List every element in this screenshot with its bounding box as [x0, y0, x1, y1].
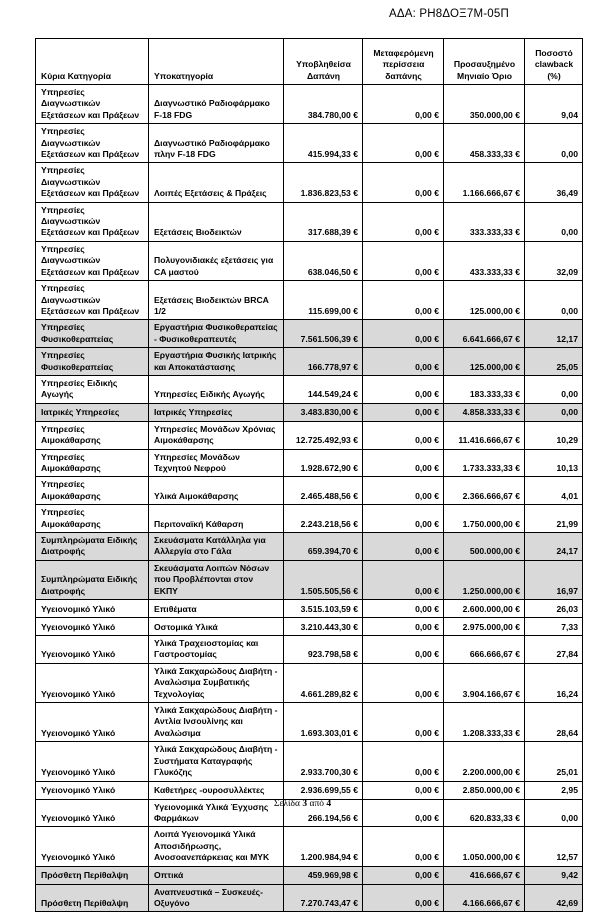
col-header-carried-excess: Μεταφερόμενη περίσσεια δαπάνης — [363, 39, 444, 85]
table-header — [36, 39, 583, 85]
category-cell: Υπηρεσίες Ειδικής Αγωγής — [36, 375, 149, 403]
monthly-limit-cell: 1.250.000,00 € — [444, 560, 525, 599]
table-row — [36, 477, 583, 505]
carried-excess-cell: 0,00 € — [363, 781, 444, 799]
clawback-percent-cell: 25,01 — [525, 742, 583, 781]
monthly-limit-cell: 666.666,67 € — [444, 636, 525, 664]
subcategory-cell: Οστομικά Υλικά — [149, 618, 284, 636]
subcategory-cell: Καθετήρες -ουροσυλλέκτες — [149, 781, 284, 799]
table-row — [36, 827, 583, 866]
col-header-monthly-limit: Προσαυξημένο Μηνιαίο Όριο — [444, 39, 525, 85]
subcategory-cell: Περιτοναϊκή Κάθαρση — [149, 505, 284, 533]
table-row — [36, 241, 583, 280]
submitted-expense-cell: 459.969,98 € — [284, 866, 363, 884]
subcategory-cell: Υπηρεσίες Μονάδων Χρόνιας Αιμοκάθαρσης — [149, 421, 284, 449]
carried-excess-cell: 0,00 € — [363, 320, 444, 348]
submitted-expense-cell: 1.693.303,01 € — [284, 703, 363, 742]
subcategory-cell: Εξετάσεις Βιοδεικτών — [149, 202, 284, 241]
submitted-expense-cell: 166.778,97 € — [284, 348, 363, 376]
table-row — [36, 618, 583, 636]
table-row — [36, 163, 583, 202]
table-row — [36, 505, 583, 533]
monthly-limit-cell: 3.904.166,67 € — [444, 663, 525, 702]
ada-code-label: ΑΔΑ: ΡΗ8ΔΟΞ7Μ-05Π — [389, 8, 509, 20]
clawback-percent-cell: 24,17 — [525, 533, 583, 561]
subcategory-cell: Πολυγονιδιακές εξετάσεις για CA μαστού — [149, 241, 284, 280]
subcategory-cell: Διαγνωστικό Ραδιοφάρμακο F-18 FDG — [149, 85, 284, 124]
category-cell: Συμπληρώματα Ειδικής Διατροφής — [36, 560, 149, 599]
submitted-expense-cell: 659.394,70 € — [284, 533, 363, 561]
subcategory-cell: Εργαστήρια Φυσικής Ιατρικής και Αποκατάστασης — [149, 348, 284, 376]
submitted-expense-cell: 2.465.488,56 € — [284, 477, 363, 505]
monthly-limit-cell: 2.600.000,00 € — [444, 600, 525, 618]
category-cell: Υπηρεσίες Φυσικοθεραπείας — [36, 320, 149, 348]
clawback-percent-cell: 0,00 — [525, 403, 583, 421]
carried-excess-cell: 0,00 € — [363, 533, 444, 561]
table-row — [36, 533, 583, 561]
category-cell: Υγειονομικό Υλικό — [36, 618, 149, 636]
carried-excess-cell: 0,00 € — [363, 742, 444, 781]
carried-excess-cell: 0,00 € — [363, 505, 444, 533]
carried-excess-cell: 0,00 € — [363, 403, 444, 421]
category-cell: Υπηρεσίες Αιμοκάθαρσης — [36, 477, 149, 505]
clawback-percent-cell: 16,24 — [525, 663, 583, 702]
clawback-percent-cell: 36,49 — [525, 163, 583, 202]
carried-excess-cell: 0,00 € — [363, 663, 444, 702]
category-cell: Υγειονομικό Υλικό — [36, 663, 149, 702]
monthly-limit-cell: 1.166.666,67 € — [444, 163, 525, 202]
subcategory-cell: Σκευάσματα Λοιπών Νόσων που Προβλέπονται στον ΕΚΠΥ — [149, 560, 284, 599]
clawback-percent-cell: 27,84 — [525, 636, 583, 664]
table-row — [36, 781, 583, 799]
table-row — [36, 421, 583, 449]
clawback-percent-cell: 0,00 — [525, 281, 583, 320]
submitted-expense-cell: 1.200.984,94 € — [284, 827, 363, 866]
category-cell: Υγειονομικό Υλικό — [36, 703, 149, 742]
category-cell: Υγειονομικό Υλικό — [36, 827, 149, 866]
clawback-percent-cell: 7,33 — [525, 618, 583, 636]
clawback-percent-cell: 12,17 — [525, 320, 583, 348]
subcategory-cell: Υλικά Τραχειοστομίας και Γαστροστομίας — [149, 636, 284, 664]
col-header-subcategory: Υποκατηγορία — [149, 39, 284, 85]
carried-excess-cell: 0,00 € — [363, 163, 444, 202]
table-row — [36, 348, 583, 376]
monthly-limit-cell: 333.333,33 € — [444, 202, 525, 241]
footer-prefix: Σελίδα — [273, 799, 300, 809]
submitted-expense-cell: 1.928.672,90 € — [284, 449, 363, 477]
submitted-expense-cell: 384.780,00 € — [284, 85, 363, 124]
category-cell: Υπηρεσίες Διαγνωστικών Εξετάσεων και Πράξεων — [36, 163, 149, 202]
carried-excess-cell: 0,00 € — [363, 560, 444, 599]
footer-current-page: 3 — [302, 799, 308, 809]
submitted-expense-cell: 266.194,56 € — [284, 799, 363, 827]
subcategory-cell: Αναπνευστικά – Συσκευές- Οξυγόνο — [149, 884, 284, 912]
table-row — [36, 703, 583, 742]
category-cell: Ιατρικές Υπηρεσίες — [36, 403, 149, 421]
table-row — [36, 866, 583, 884]
monthly-limit-cell: 500.000,00 € — [444, 533, 525, 561]
monthly-limit-cell: 1.733.333,33 € — [444, 449, 525, 477]
monthly-limit-cell: 4.166.666,67 € — [444, 884, 525, 912]
clawback-percent-cell: 9,42 — [525, 866, 583, 884]
subcategory-cell: Υπηρεσίες Ειδικής Αγωγής — [149, 375, 284, 403]
header-row — [36, 39, 583, 85]
monthly-limit-cell: 350.000,00 € — [444, 85, 525, 124]
submitted-expense-cell: 638.046,50 € — [284, 241, 363, 280]
subcategory-cell: Λοιπά Υγειονομικά Υλικά Αποσιδήρωσης, Ανοσοανεπάρκειας και ΜΥΚ — [149, 827, 284, 866]
submitted-expense-cell: 7.270.743,47 € — [284, 884, 363, 912]
monthly-limit-cell: 11.416.666,67 € — [444, 421, 525, 449]
submitted-expense-cell: 1.836.823,53 € — [284, 163, 363, 202]
subcategory-cell: Επιθέματα — [149, 600, 284, 618]
submitted-expense-cell: 3.210.443,30 € — [284, 618, 363, 636]
subcategory-cell: Υγειονομικά Υλικά Έγχυσης Φαρμάκων — [149, 799, 284, 827]
carried-excess-cell: 0,00 € — [363, 375, 444, 403]
carried-excess-cell: 0,00 € — [363, 85, 444, 124]
carried-excess-cell: 0,00 € — [363, 618, 444, 636]
category-cell: Υπηρεσίες Διαγνωστικών Εξετάσεων και Πράξεων — [36, 124, 149, 163]
submitted-expense-cell: 4.661.289,82 € — [284, 663, 363, 702]
submitted-expense-cell: 1.505.505,56 € — [284, 560, 363, 599]
table-row — [36, 600, 583, 618]
submitted-expense-cell: 7.561.506,39 € — [284, 320, 363, 348]
col-header-main-category: Κύρια Κατηγορία — [36, 39, 149, 85]
category-cell: Υγειονομικό Υλικό — [36, 742, 149, 781]
category-cell: Πρόσθετη Περίθαλψη — [36, 866, 149, 884]
category-cell: Συμπληρώματα Ειδικής Διατροφής — [36, 533, 149, 561]
category-cell: Υπηρεσίες Αιμοκάθαρσης — [36, 421, 149, 449]
subcategory-cell: Υλικά Σακχαρώδους Διαβήτη - Συστήματα Καταγραφής Γλυκόζης — [149, 742, 284, 781]
monthly-limit-cell: 2.975.000,00 € — [444, 618, 525, 636]
submitted-expense-cell: 2.243.218,56 € — [284, 505, 363, 533]
monthly-limit-cell: 620.833,33 € — [444, 799, 525, 827]
category-cell: Υγειονομικό Υλικό — [36, 781, 149, 799]
category-cell: Υπηρεσίες Διαγνωστικών Εξετάσεων και Πράξεων — [36, 85, 149, 124]
carried-excess-cell: 0,00 € — [363, 827, 444, 866]
submitted-expense-cell: 144.549,24 € — [284, 375, 363, 403]
table-row — [36, 124, 583, 163]
carried-excess-cell: 0,00 € — [363, 703, 444, 742]
carried-excess-cell: 0,00 € — [363, 449, 444, 477]
submitted-expense-cell: 12.725.492,93 € — [284, 421, 363, 449]
clawback-percent-cell: 21,99 — [525, 505, 583, 533]
col-header-submitted-expense: Υποβληθείσα Δαπάνη — [284, 39, 363, 85]
monthly-limit-cell: 4.858.333,33 € — [444, 403, 525, 421]
monthly-limit-cell: 458.333,33 € — [444, 124, 525, 163]
carried-excess-cell: 0,00 € — [363, 866, 444, 884]
carried-excess-cell: 0,00 € — [363, 799, 444, 827]
clawback-percent-cell: 12,57 — [525, 827, 583, 866]
subcategory-cell: Υλικά Σακχαρώδους Διαβήτη - Αντλία Ινσουλίνης και Αναλώσιμα — [149, 703, 284, 742]
clawback-percent-cell: 42,69 — [525, 884, 583, 912]
subcategory-cell: Διαγνωστικό Ραδιοφάρμακο πλην F-18 FDG — [149, 124, 284, 163]
submitted-expense-cell: 3.515.103,59 € — [284, 600, 363, 618]
carried-excess-cell: 0,00 € — [363, 348, 444, 376]
monthly-limit-cell: 2.200.000,00 € — [444, 742, 525, 781]
table-row — [36, 560, 583, 599]
monthly-limit-cell: 1.208.333,33 € — [444, 703, 525, 742]
table-row — [36, 281, 583, 320]
subcategory-cell: Υλικά Αιμοκάθαρσης — [149, 477, 284, 505]
report-table-body — [36, 85, 583, 912]
category-cell: Υπηρεσίες Αιμοκάθαρσης — [36, 505, 149, 533]
subcategory-cell: Εργαστήρια Φυσικοθεραπείας - Φυσικοθεραπευτές — [149, 320, 284, 348]
clawback-percent-cell: 2,95 — [525, 781, 583, 799]
subcategory-cell: Υπηρεσίες Μονάδων Τεχνητού Νεφρού — [149, 449, 284, 477]
carried-excess-cell: 0,00 € — [363, 124, 444, 163]
monthly-limit-cell: 2.850.000,00 € — [444, 781, 525, 799]
footer-separator: από — [309, 799, 325, 809]
table-row — [36, 320, 583, 348]
carried-excess-cell: 0,00 € — [363, 202, 444, 241]
monthly-limit-cell: 1.750.000,00 € — [444, 505, 525, 533]
category-cell: Υπηρεσίες Διαγνωστικών Εξετάσεων και Πράξεων — [36, 241, 149, 280]
category-cell: Υγειονομικό Υλικό — [36, 636, 149, 664]
category-cell: Υγειονομικό Υλικό — [36, 799, 149, 827]
table-row — [36, 663, 583, 702]
subcategory-cell: Σκευάσματα Κατάλληλα για Αλλεργία στο Γάλα — [149, 533, 284, 561]
monthly-limit-cell: 1.050.000,00 € — [444, 827, 525, 866]
table-row — [36, 742, 583, 781]
table-row — [36, 884, 583, 912]
clawback-percent-cell: 26,03 — [525, 600, 583, 618]
carried-excess-cell: 0,00 € — [363, 636, 444, 664]
clawback-percent-cell: 10,29 — [525, 421, 583, 449]
category-cell: Υπηρεσίες Φυσικοθεραπείας — [36, 348, 149, 376]
submitted-expense-cell: 317.688,39 € — [284, 202, 363, 241]
carried-excess-cell: 0,00 € — [363, 884, 444, 912]
table-row — [36, 202, 583, 241]
subcategory-cell: Λοιπές Εξετάσεις & Πράξεις — [149, 163, 284, 202]
monthly-limit-cell: 2.366.666,67 € — [444, 477, 525, 505]
category-cell: Υπηρεσίες Διαγνωστικών Εξετάσεων και Πράξεων — [36, 281, 149, 320]
clawback-percent-cell: 9,04 — [525, 85, 583, 124]
category-cell: Υπηρεσίες Αιμοκάθαρσης — [36, 449, 149, 477]
monthly-limit-cell: 183.333,33 € — [444, 375, 525, 403]
clawback-percent-cell: 25,05 — [525, 348, 583, 376]
monthly-limit-cell: 433.333,33 € — [444, 241, 525, 280]
monthly-limit-cell: 416.666,67 € — [444, 866, 525, 884]
carried-excess-cell: 0,00 € — [363, 241, 444, 280]
subcategory-cell: Ιατρικές Υπηρεσίες — [149, 403, 284, 421]
submitted-expense-cell: 2.936.699,55 € — [284, 781, 363, 799]
subcategory-cell: Εξετάσεις Βιοδεικτών BRCA 1/2 — [149, 281, 284, 320]
clawback-percent-cell: 4,01 — [525, 477, 583, 505]
submitted-expense-cell: 923.798,58 € — [284, 636, 363, 664]
table-row — [36, 85, 583, 124]
category-cell: Υγειονομικό Υλικό — [36, 600, 149, 618]
col-header-clawback-percent: Ποσοστό clawback (%) — [525, 39, 583, 85]
clawback-percent-cell: 16,97 — [525, 560, 583, 599]
submitted-expense-cell: 415.994,33 € — [284, 124, 363, 163]
clawback-percent-cell: 32,09 — [525, 241, 583, 280]
clawback-percent-cell: 0,00 — [525, 799, 583, 827]
clawback-percent-cell: 28,64 — [525, 703, 583, 742]
carried-excess-cell: 0,00 € — [363, 600, 444, 618]
clawback-percent-cell: 0,00 — [525, 124, 583, 163]
table-row — [36, 375, 583, 403]
monthly-limit-cell: 6.641.666,67 € — [444, 320, 525, 348]
category-cell: Υπηρεσίες Διαγνωστικών Εξετάσεων και Πράξεων — [36, 202, 149, 241]
clawback-percent-cell: 0,00 — [525, 375, 583, 403]
submitted-expense-cell: 3.483.830,00 € — [284, 403, 363, 421]
table-row — [36, 449, 583, 477]
footer-total-pages: 4 — [326, 799, 332, 809]
subcategory-cell: Υλικά Σακχαρώδους Διαβήτη - Αναλώσιμα Συμβατικής Τεχνολογίας — [149, 663, 284, 702]
clawback-percent-cell: 10,13 — [525, 449, 583, 477]
page-footer — [0, 799, 605, 809]
clawback-percent-cell: 0,00 — [525, 202, 583, 241]
expense-table — [35, 38, 583, 912]
subcategory-cell: Οπτικά — [149, 866, 284, 884]
monthly-limit-cell: 125.000,00 € — [444, 348, 525, 376]
carried-excess-cell: 0,00 € — [363, 421, 444, 449]
submitted-expense-cell: 115.699,00 € — [284, 281, 363, 320]
category-cell: Πρόσθετη Περίθαλψη — [36, 884, 149, 912]
table-row — [36, 403, 583, 421]
carried-excess-cell: 0,00 € — [363, 281, 444, 320]
table-row — [36, 636, 583, 664]
submitted-expense-cell: 2.933.700,30 € — [284, 742, 363, 781]
monthly-limit-cell: 125.000,00 € — [444, 281, 525, 320]
carried-excess-cell: 0,00 € — [363, 477, 444, 505]
